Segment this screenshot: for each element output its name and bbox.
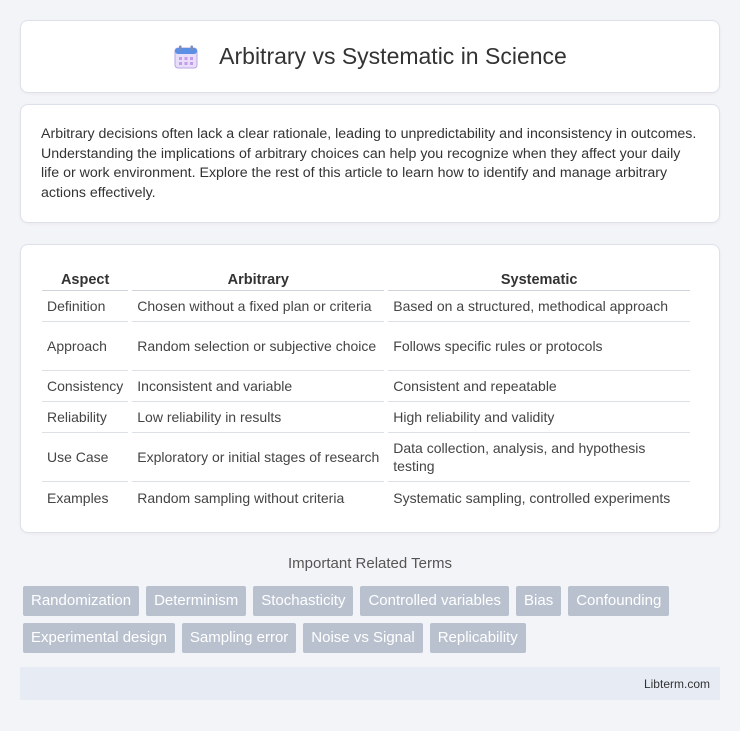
table-cell: Systematic sampling, controlled experiments — [393, 489, 671, 506]
intro-card — [20, 104, 720, 223]
table-header-row — [42, 265, 690, 291]
table-cell: Exploratory or initial stages of research — [132, 433, 384, 482]
intro-paragraph: Arbitrary decisions often lack a clear rationale, leading to unpredictability and inconsistency in outcomes. Understanding the implications of arbitrary choices can help you recognize when they affect your daily life or work environment. Explore the rest of this article to learn how to identify and manage arbitrary actions effectively. — [41, 126, 697, 201]
related-term-tag[interactable]: Sampling error — [182, 623, 296, 653]
related-term-tag[interactable]: Determinism — [146, 586, 246, 616]
table-row — [42, 482, 690, 513]
table-cell: Consistency — [42, 371, 128, 402]
table-row — [42, 371, 690, 402]
header-card — [20, 20, 720, 93]
table-cell: Consistent and repeatable — [388, 371, 690, 402]
related-terms-list — [23, 586, 723, 653]
related-terms-title: Important Related Terms — [288, 555, 452, 572]
table-row — [42, 433, 690, 482]
footer-site-link[interactable]: Libterm.com — [643, 677, 710, 691]
comparison-table-card — [20, 244, 720, 533]
column-header: Aspect — [42, 265, 128, 291]
table-row — [42, 291, 690, 322]
table-cell: Low reliability in results — [132, 402, 384, 433]
table-cell: Use Case — [42, 433, 128, 482]
related-term-tag[interactable]: Bias — [516, 586, 561, 616]
related-term-tag[interactable]: Randomization — [23, 586, 139, 616]
related-term-tag[interactable]: Stochasticity — [253, 586, 353, 616]
related-term-tag[interactable]: Noise vs Signal — [303, 623, 422, 653]
table-cell: Definition — [42, 291, 128, 322]
table-cell: Chosen without a fixed plan or criteria — [132, 291, 384, 322]
comparison-table — [38, 265, 694, 513]
related-term-tag[interactable]: Experimental design — [23, 623, 175, 653]
table-row — [42, 402, 690, 433]
table-cell: Examples — [47, 489, 109, 506]
related-term-tag[interactable]: Confounding — [568, 586, 669, 616]
table-cell: Inconsistent and variable — [132, 371, 384, 402]
calendar-icon — [173, 44, 199, 70]
table-cell: Random sampling without criteria — [137, 489, 345, 506]
table-cell: Reliability — [42, 402, 128, 433]
table-cell: Data collection, analysis, and hypothesis testing — [388, 433, 690, 482]
related-term-tag[interactable]: Replicability — [430, 623, 526, 653]
table-cell: Based on a structured, methodical approach — [388, 291, 690, 322]
table-cell: Follows specific rules or protocols — [388, 322, 690, 371]
related-term-tag[interactable]: Controlled variables — [360, 586, 509, 616]
table-cell: Random selection or subjective choice — [132, 322, 384, 371]
column-header: Systematic — [388, 265, 690, 291]
table-cell: Approach — [42, 322, 128, 371]
page-title: Arbitrary vs Systematic in Science — [219, 43, 567, 69]
table-row — [42, 322, 690, 371]
footer — [20, 667, 720, 700]
column-header: Arbitrary — [132, 265, 384, 291]
table-cell: High reliability and validity — [388, 402, 690, 433]
